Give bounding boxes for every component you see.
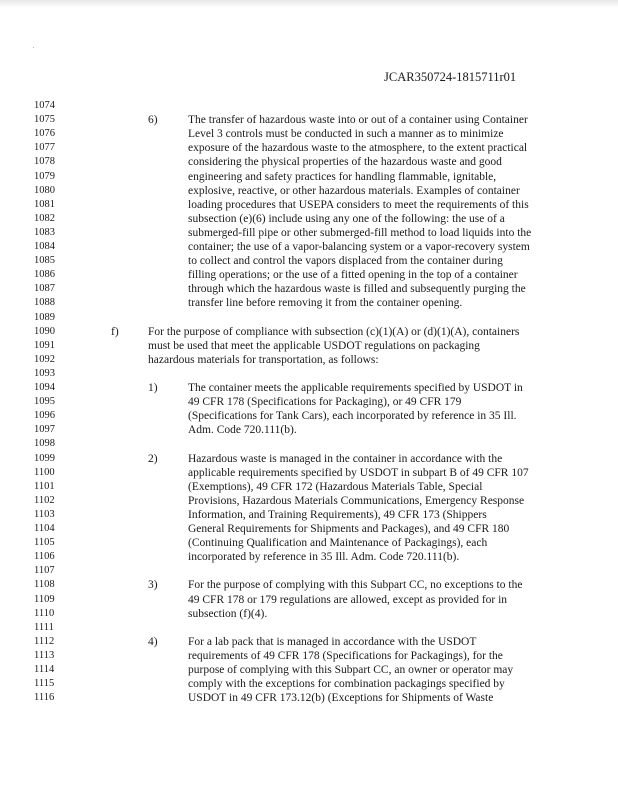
line-number: 1077 (34, 142, 55, 154)
line-number: 1096 (34, 410, 55, 422)
line-number: 1112 (34, 635, 55, 647)
scan-edge (0, 0, 618, 8)
paragraph-line: must be used that meet the applicable USDOT regulations on packaging (148, 339, 480, 352)
paragraph-line: through which the hazardous waste is filled and subsequently purging the (188, 283, 526, 296)
line-number: 1093 (34, 367, 55, 379)
paragraph-line: subsection (e)(6) include using any one of the following: the use of a (188, 212, 505, 225)
paragraph-line: (Exemptions), 49 CFR 172 (Hazardous Materials Table, Special (188, 480, 483, 493)
line-number: 1074 (34, 100, 55, 111)
line-number: 1114 (34, 664, 55, 675)
paragraph-line: 49 CFR 178 or 179 regulations are allowed, except as provided for in (188, 593, 508, 606)
paragraph-line: Hazardous waste is managed in the container in accordance with the (188, 452, 503, 465)
paragraph-line: container; the use of a vapor-balancing system or a vapor-recovery system (188, 241, 530, 253)
line-number: 1113 (34, 649, 55, 661)
line-number: 1080 (34, 184, 55, 196)
paragraph-line: applicable requirements specified by USDOT in subpart B of 49 CFR 107 (188, 466, 529, 479)
line-number: 1094 (34, 382, 55, 393)
line-number: 1090 (34, 325, 55, 337)
paragraph-line: loading procedures that USEPA considers to meet the requirements of this (188, 198, 529, 211)
paragraph-line: comply with the exceptions for combination packagings specified by (188, 678, 505, 691)
paragraph-line: filling operations; or the use of a fitted opening in the top of a container (188, 269, 518, 282)
line-number: 1083 (34, 226, 55, 238)
line-number: 1087 (34, 283, 55, 295)
line-number: 1084 (34, 241, 55, 252)
line-number: 1106 (34, 551, 55, 563)
document-id-header: JCAR350724-1815711r01 (384, 70, 517, 84)
line-number: 1095 (34, 396, 55, 408)
line-number: 1075 (34, 114, 55, 126)
line-number: 1102 (34, 494, 55, 506)
paragraph-line: to collect and control the vapors displaced from the container during (188, 255, 503, 268)
paragraph-line: Level 3 controls must be conducted in such a manner as to minimize (188, 128, 504, 141)
line-number: 1111 (34, 621, 54, 633)
line-number: 1101 (34, 480, 55, 492)
line-number: 1086 (34, 269, 55, 281)
line-number: 1110 (34, 607, 55, 619)
paragraph-line: For the purpose of compliance with subsection (c)(1)(A) or (d)(1)(A), containers (148, 325, 520, 338)
line-number: 1089 (34, 311, 55, 323)
paragraph-line: requirements of 49 CFR 178 (Specifications for Packagings), for the (188, 649, 503, 662)
paragraph-line: incorporated by reference in 35 Ill. Adm. Code 720.111(b). (188, 551, 460, 564)
paragraph-label: f) (111, 325, 119, 338)
paragraph-label: 2) (148, 452, 158, 465)
paragraph-line: (Continuing Qualification and Maintenance of Packagings), each (188, 537, 488, 550)
line-number: 1104 (34, 523, 55, 534)
line-number: 1085 (34, 255, 55, 267)
paragraph-line: Information, and Training Requirements), 49 CFR 173 (Shippers (188, 508, 487, 521)
paragraph-line: hazardous materials for transportation, as follows: (148, 353, 379, 366)
line-number: 1097 (34, 424, 55, 436)
paragraph-line: Provisions, Hazardous Materials Communications, Emergency Response (188, 494, 525, 507)
line-number: 1081 (34, 198, 55, 210)
paragraph-line: General Requirements for Shipments and Packages), and 49 CFR 180 (188, 523, 510, 535)
paragraph-label: 4) (148, 635, 158, 648)
paragraph-label: 1) (148, 382, 158, 394)
line-number: 1088 (34, 297, 55, 309)
paragraph-line: Adm. Code 720.111(b). (188, 424, 297, 437)
paragraph-line: transfer line before removing it from the container opening. (188, 297, 463, 310)
paragraph-line: 49 CFR 178 (Specifications for Packaging), or 49 CFR 179 (188, 396, 462, 409)
scan-speck (33, 47, 34, 48)
line-number: 1079 (34, 170, 55, 182)
paragraph-line: exposure of the hazardous waste to the atmosphere, to the extent practical (188, 142, 528, 155)
paragraph-line: considering the physical properties of the hazardous waste and good (188, 156, 502, 169)
line-number: 1078 (34, 156, 55, 168)
paragraph-line: USDOT in 49 CFR 173.12(b) (Exceptions for Shipments of Waste (188, 692, 494, 705)
line-number: 1103 (34, 508, 55, 520)
paragraph-line: For the purpose of complying with this Subpart CC, no exceptions to the (188, 579, 523, 592)
paragraph-line: subsection (f)(4). (188, 607, 268, 620)
line-number: 1100 (34, 466, 55, 478)
line-number: 1082 (34, 212, 55, 224)
line-number: 1092 (34, 353, 55, 365)
line-number: 1109 (34, 593, 55, 605)
paragraph-line: The transfer of hazardous waste into or out of a container using Container (188, 114, 528, 127)
line-number: 1115 (34, 678, 55, 690)
line-number: 1076 (34, 128, 55, 140)
paragraph-line: engineering and safety practices for handling flammable, ignitable, (188, 170, 497, 183)
line-number: 1105 (34, 537, 55, 549)
paragraph-line: explosive, reactive, or other hazardous materials. Examples of container (188, 184, 520, 197)
line-number: 1099 (34, 452, 55, 464)
paragraph-line: For a lab pack that is managed in accordance with the USDOT (188, 635, 477, 648)
line-number: 1116 (34, 692, 55, 704)
line-number: 1098 (34, 438, 55, 450)
paragraph-line: The container meets the applicable requirements specified by USDOT in (188, 382, 523, 394)
paragraph-line: (Specifications for Tank Cars), each incorporated by reference in 35 Ill. (188, 410, 517, 423)
paragraph-label: 6) (148, 114, 158, 127)
paragraph-line: purpose of complying with this Subpart CC, an owner or operator may (188, 664, 514, 676)
line-number: 1107 (34, 565, 55, 577)
paragraph-line: submerged-fill pipe or other submerged-fill method to load liquids into the (188, 226, 532, 239)
paragraph-label: 3) (148, 579, 158, 592)
line-number: 1108 (34, 579, 55, 591)
line-number: 1091 (34, 339, 55, 351)
